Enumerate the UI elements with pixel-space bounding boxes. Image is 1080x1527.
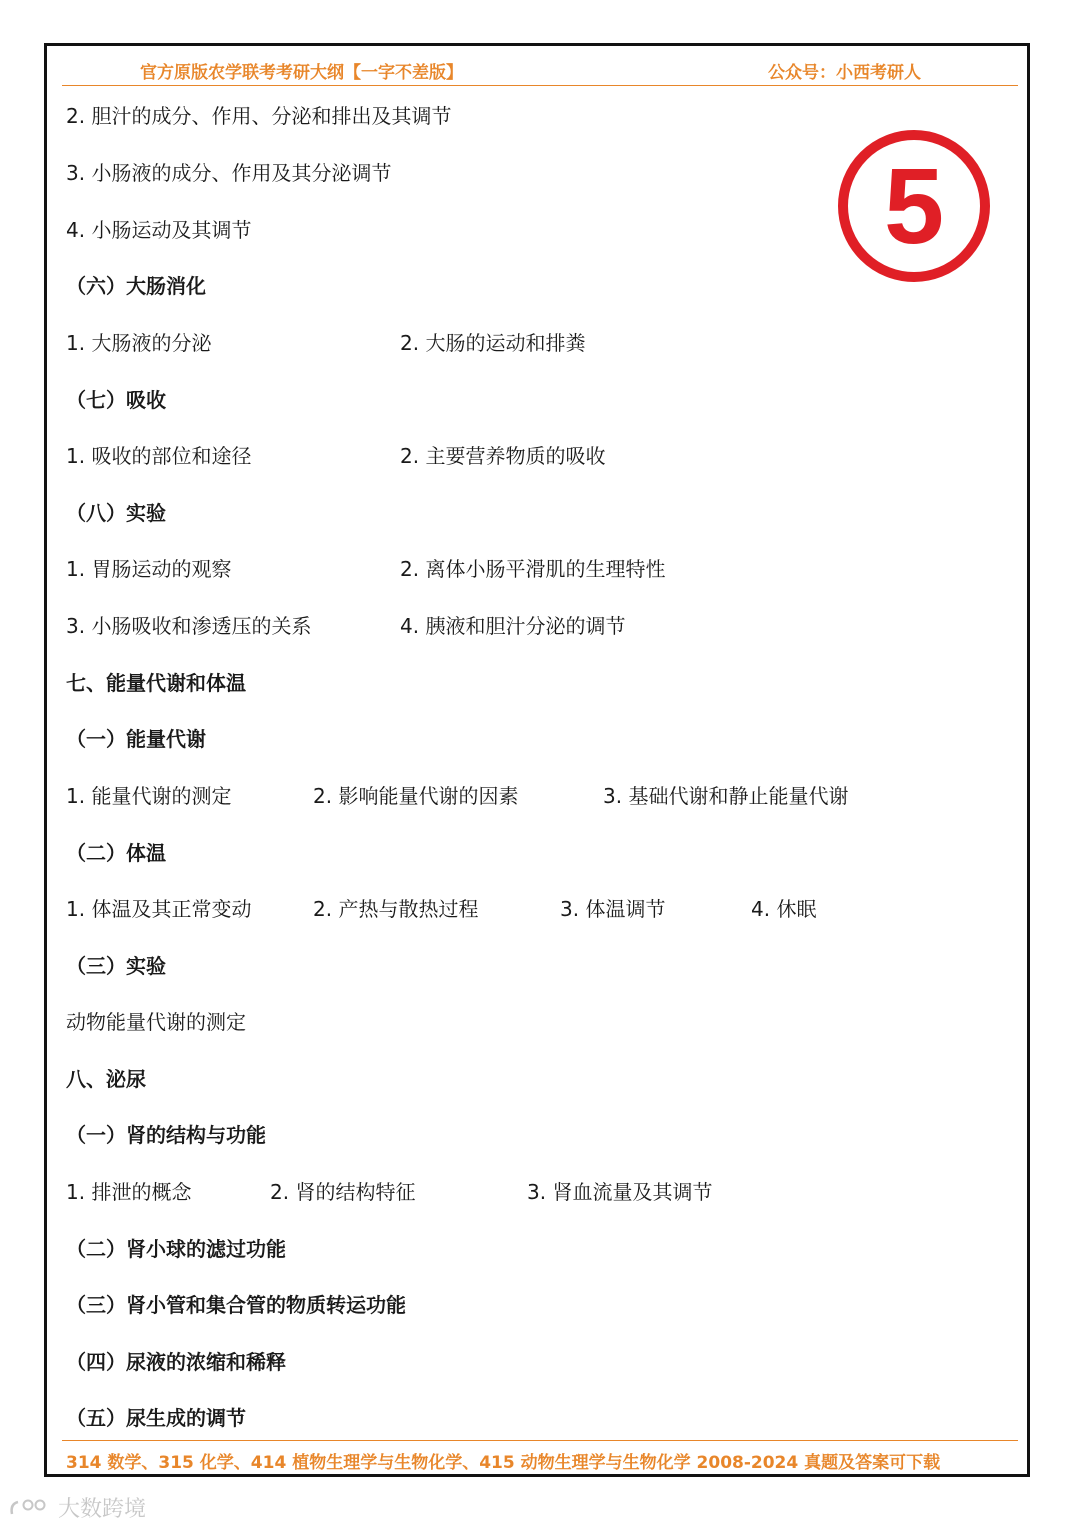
- subsection-heading: （一）肾的结构与功能: [66, 1123, 266, 1147]
- subsection-heading: （五）尿生成的调节: [66, 1406, 246, 1430]
- watermark-text: 大数跨境: [58, 1497, 147, 1522]
- list-item: 4. 小肠运动及其调节: [66, 218, 252, 242]
- list-item: 1. 排泄的概念: [66, 1180, 192, 1204]
- subsection-heading: （七）吸收: [66, 388, 166, 412]
- subsection-heading: （六）大肠消化: [66, 274, 206, 298]
- list-item: 4. 休眠: [751, 897, 817, 921]
- subsection-heading: （三）肾小管和集合管的物质转运功能: [66, 1293, 406, 1317]
- list-item: 2. 胆汁的成分、作用、分泌和排出及其调节: [66, 104, 452, 128]
- list-item: 1. 能量代谢的测定: [66, 784, 232, 808]
- watermark: [8, 1492, 146, 1523]
- list-item: 2. 离体小肠平滑肌的生理特性: [400, 557, 666, 581]
- list-item: 4. 胰液和胆汁分泌的调节: [400, 614, 626, 638]
- circled-number-badge: [836, 128, 992, 284]
- header-divider: [62, 85, 1018, 86]
- list-item: 3. 小肠吸收和渗透压的关系: [66, 614, 312, 638]
- badge-number: 5: [883, 145, 945, 266]
- subsection-heading: （三）实验: [66, 954, 166, 978]
- footer-divider: [62, 1440, 1018, 1441]
- list-item: 1. 吸收的部位和途径: [66, 444, 252, 468]
- list-item: 3. 基础代谢和静止能量代谢: [603, 784, 849, 808]
- list-item: 2. 影响能量代谢的因素: [313, 784, 519, 808]
- logo-icon: [8, 1496, 52, 1520]
- subsection-heading: （二）肾小球的滤过功能: [66, 1237, 286, 1261]
- subsection-heading: （一）能量代谢: [66, 727, 206, 751]
- subsection-heading: （四）尿液的浓缩和稀释: [66, 1350, 286, 1374]
- section-heading: 八、泌尿: [66, 1067, 146, 1091]
- list-item: 1. 胃肠运动的观察: [66, 557, 232, 581]
- list-item: 2. 产热与散热过程: [313, 897, 479, 921]
- list-item: 2. 主要营养物质的吸收: [400, 444, 606, 468]
- list-item: 3. 肾血流量及其调节: [527, 1180, 713, 1204]
- subsection-heading: （八）实验: [66, 501, 166, 525]
- list-item: 动物能量代谢的测定: [66, 1010, 246, 1034]
- list-item: 1. 大肠液的分泌: [66, 331, 212, 355]
- list-item: 3. 小肠液的成分、作用及其分泌调节: [66, 161, 392, 185]
- list-item: 1. 体温及其正常变动: [66, 897, 252, 921]
- footer-note: 314 数学、315 化学、414 植物生理学与生物化学、415 动物生理学与生物化学 2008-2024 真题及答案可下载: [66, 1453, 941, 1473]
- list-item: 2. 大肠的运动和排粪: [400, 331, 586, 355]
- list-item: 3. 体温调节: [560, 897, 666, 921]
- header-account: 公众号：小西考研人: [768, 63, 921, 83]
- list-item: 2. 肾的结构特征: [270, 1180, 416, 1204]
- section-heading: 七、能量代谢和体温: [66, 671, 246, 695]
- subsection-heading: （二）体温: [66, 841, 166, 865]
- header-title: 官方原版农学联考考研大纲【一字不差版】: [140, 63, 463, 83]
